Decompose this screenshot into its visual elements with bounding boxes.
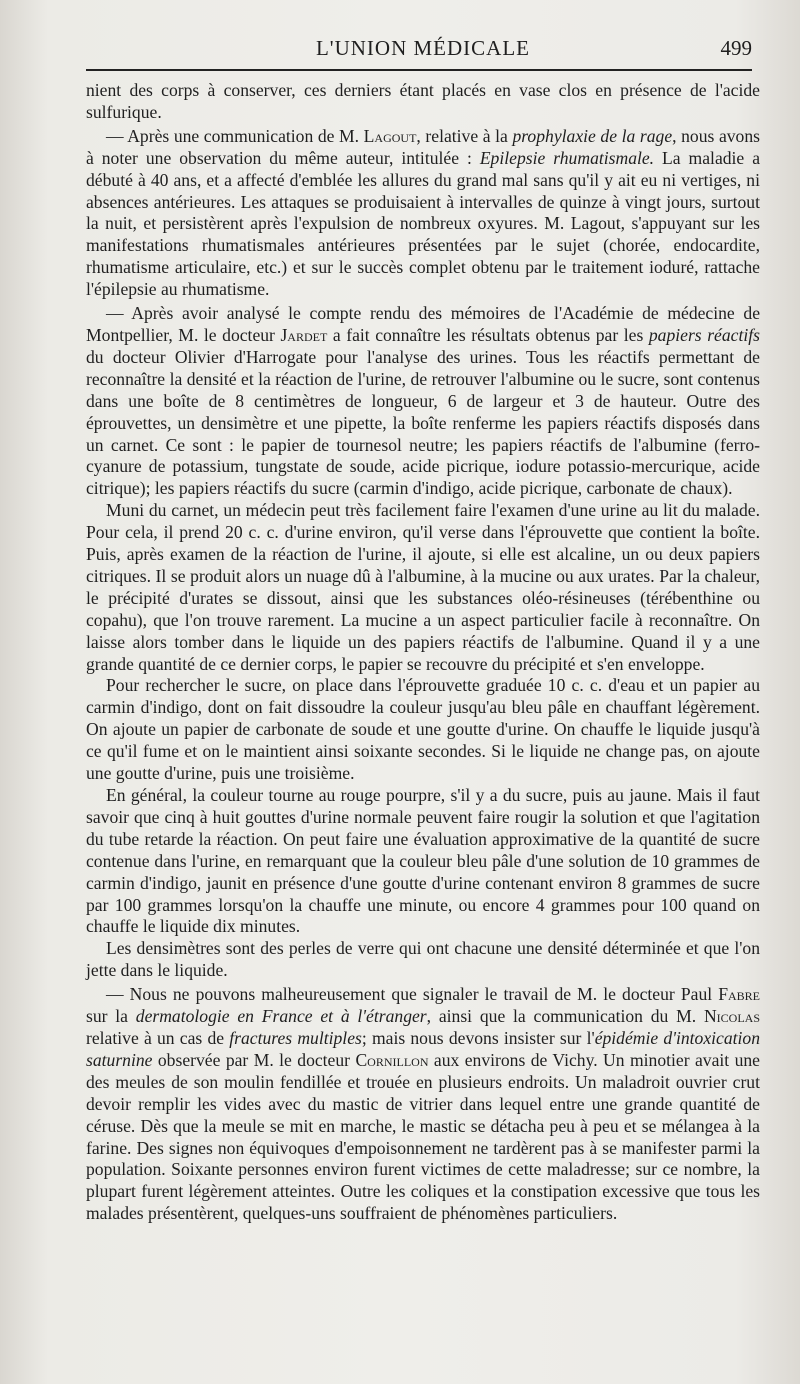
paragraph-6: En général, la couleur tourne au rouge pourpre, s'il y a du sucre, puis au jaune. Mais il faut savoir que cinq à huit gouttes d'urine normale peuvent faire rougir la solution et que l'agitation du tube retarde la réaction. On peut faire une évaluation approximative de la quantité de sucre contenue dans l'urine, en remarquant que la couleur bleu pâle d'une solution de 10 grammes de carmin d'indigo, jaunit en présence d'une goutte d'urine contenant environ 8 grammes de sucre par 100 grammes lorsqu'on la chauffe une minute, ou encore 4 grammes pour 100 quand on chauffe le liquide dix minutes. <box>86 785 760 937</box>
page-header <box>86 34 760 68</box>
work-title: papiers réactifs <box>648 324 760 345</box>
text-run: — Nous ne pouvons malheureusement que signaler le travail de M. le docteur Paul <box>106 984 719 1005</box>
paragraph-3 <box>86 303 760 500</box>
text-run: observée par M. le docteur <box>152 1049 356 1070</box>
text-run: — Après une communication de M. <box>106 125 364 146</box>
paragraph-7: Les densimètres sont des perles de verre qui ont chacune une densité déterminée et que l'on jette dans le liquide. <box>86 938 760 981</box>
text-run: aux environs de Vichy. Un minotier avait une des meules de son moulin fendillée et trouée en plusieurs endroits. Un maladroit ouvrier crut devoir remplir les vides avec du mastic de vitrier dans lequel entre une grande quantité de céruse. Dès que la meule se mit en marche, le mastic se détacha peu à peu et se mélangea à la farine. Des signes non équivoques d'empoisonnement ne tardèrent pas à se manifester parmi la population. Soixante personnes environ furent victimes de cette maladresse; sur ce nombre, la plupart furent légèrement atteintes. Outre les coliques et la constipation excessive que tous les malades présentèrent, quelques-uns souffraient de phénomènes particuliers. <box>86 1049 760 1224</box>
text-run: ; mais nous devons insister sur l' <box>361 1027 595 1048</box>
paragraph-5: Pour rechercher le sucre, on place dans l'éprouvette graduée 10 c. c. d'eau et un papier au carmin d'indigo, dont on fait dissoudre la couleur jusqu'au bleu pâle en chauffant légèrement. On ajoute un papier de carbonate de soude et une goutte d'urine. On chauffe le liquide jusqu'à ce qu'il fume et on le maintient ainsi soixante secondes. Si le liquide ne change pas, on ajoute une goutte d'urine, puis une troisième. <box>86 675 760 784</box>
work-title: prophylaxie de la rage <box>512 125 673 146</box>
author-name: Lagout <box>363 125 417 146</box>
author-name: Jardet <box>280 324 328 345</box>
text-run: sur la <box>86 1006 136 1027</box>
running-title: L'UNION MÉDICALE <box>315 36 530 60</box>
work-title: fractures multiples <box>229 1027 362 1048</box>
work-title: épidémie d'intoxication saturnine <box>86 1027 760 1070</box>
paragraph-2 <box>86 126 760 301</box>
paragraph-8 <box>86 984 760 1225</box>
author-name: Nicolas <box>703 1006 760 1027</box>
page-number: 499 <box>720 36 752 60</box>
text-run: a fait connaître les résultats obtenus par les <box>327 324 649 345</box>
paragraph-1: nient des corps à conserver, ces derniers étant placés en vase clos en présence de l'acide sulfurique. <box>86 80 760 122</box>
header-rule <box>86 69 752 71</box>
text-run: relative à un cas de <box>86 1027 230 1048</box>
article-body <box>86 80 760 1225</box>
work-title: Epilepsie rhumatismale. <box>479 147 655 168</box>
text-run: — Après avoir analysé le compte rendu des mémoires de l'Académie de médecine de Montpellier, M. le docteur <box>86 303 760 345</box>
paragraph-4: Muni du carnet, un médecin peut très facilement faire l'examen d'une urine au lit du malade. Pour cela, il prend 20 c. c. d'urine environ, qu'il verse dans l'éprouvette que contient la boîte. Puis, après examen de la réaction de l'urine, il ajoute, si elle est alcaline, un ou deux papiers citriques. Il se produit alors un nuage dû à l'albumine, à la mucine ou aux urates. Par la chaleur, le précipité d'urates se dissout, ainsi que les substances oléo-résineuses (térébenthine ou copahu), que l'on trouve rarement. La mucine a un aspect particulier facile à reconnaître. On laisse alors tomber dans le liquide un des papiers réactifs de l'albumine. Quand il y a une grande quantité de ce dernier corps, le papier se recouvre du précipité et s'en enveloppe. <box>86 500 760 674</box>
text-run: , nous avons à noter une observation du même auteur, intitulée : <box>86 125 761 168</box>
text-run: du docteur Olivier d'Harrogate pour l'analyse des urines. Tous les réactifs permettant de reconnaître la densité et la réaction de l'urine, de retrouver l'albumine ou le sucre, sont contenus dans une boîte de 8 centimètres de longueur, 6 de largeur et 3 de hauteur. Outre des éprouvettes, un densimètre et une pipette, la boîte renferme les papiers réactifs disposés dans un carnet. Ce sont : le papier de tournesol neutre; les papiers réactifs de l'albumine (ferro-cyanure de potassium, tungstate de soude, acide picrique, iodure potassio-mercurique, acide citrique); les papiers réactifs du sucre (carmin d'indigo, acide picrique, carbonate de chaux). <box>86 346 760 499</box>
work-title: dermatologie en France et à l'étranger <box>135 1006 427 1027</box>
text-run: , ainsi que la communication du M. <box>426 1006 704 1027</box>
author-name: Cornillon <box>355 1049 429 1070</box>
author-name: Fabre <box>718 984 760 1005</box>
text-run: , relative à la <box>416 125 513 146</box>
text-run: La maladie a débuté à 40 ans, et a affecté d'emblée les allures du grand mal sans qu'il y ait eu ni vertiges, ni absences antérieures. Les attaques se produisaient à intervalles de quinze à vingt jours, surtout la nuit, et persistèrent après l'expulsion de nombreux oxyures. M. Lagout, s'appuyant sur les manifestations rhumatismales antérieures présentées par le sujet (chorée, endocardite, rhumatisme articulaire, etc.) et sur le succès complet obtenu par le traitement ioduré, rattache l'épilepsie au rhumatisme. <box>86 147 761 300</box>
